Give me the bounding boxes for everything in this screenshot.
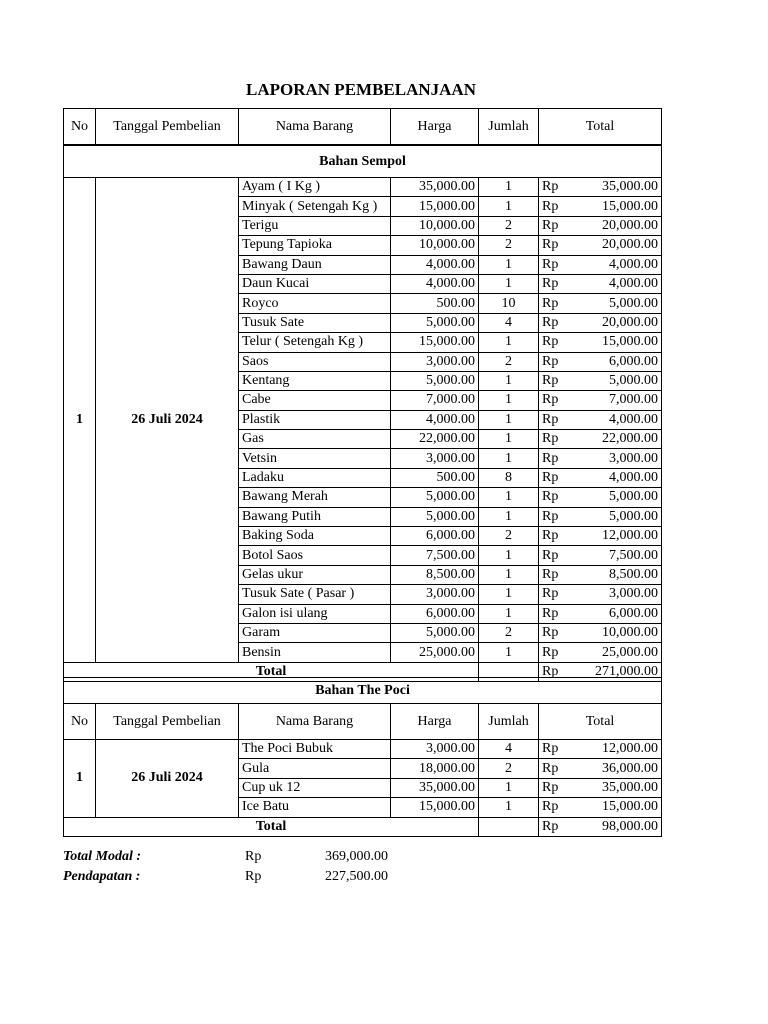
item-name: Cup uk 12 (239, 778, 391, 797)
item-currency: Rp (539, 527, 579, 546)
item-qty: 1 (479, 333, 539, 352)
item-currency: Rp (539, 604, 579, 623)
item-name: Bensin (239, 643, 391, 662)
item-currency: Rp (539, 430, 579, 449)
row-no: 1 (64, 740, 96, 818)
item-total: 4,000.00 (579, 255, 662, 274)
item-qty: 1 (479, 798, 539, 817)
item-price: 3,000.00 (391, 585, 479, 604)
item-name: Tusuk Sate ( Pasar ) (239, 585, 391, 604)
summary-currency: Rp (245, 869, 262, 884)
item-price: 10,000.00 (391, 216, 479, 235)
item-name: Baking Soda (239, 527, 391, 546)
item-currency: Rp (539, 778, 579, 797)
header-date: Tanggal Pembelian (96, 109, 239, 146)
table-row (64, 178, 662, 197)
section-title-row (64, 678, 662, 704)
total-currency: Rp (539, 817, 579, 836)
total-value: 271,000.00 (579, 662, 662, 681)
item-name: Tusuk Sate (239, 313, 391, 332)
item-name: Ayam ( I Kg ) (239, 178, 391, 197)
item-qty: 4 (479, 740, 539, 759)
item-qty: 10 (479, 294, 539, 313)
purchase-table-sempol (63, 108, 662, 682)
item-total: 36,000.00 (579, 759, 662, 778)
item-total: 25,000.00 (579, 643, 662, 662)
item-total: 12,000.00 (579, 740, 662, 759)
item-qty: 2 (479, 623, 539, 642)
item-price: 7,500.00 (391, 546, 479, 565)
item-name: The Poci Bubuk (239, 740, 391, 759)
item-qty: 2 (479, 216, 539, 235)
item-price: 15,000.00 (391, 798, 479, 817)
item-currency: Rp (539, 216, 579, 235)
item-total: 35,000.00 (579, 178, 662, 197)
item-price: 35,000.00 (391, 178, 479, 197)
item-currency: Rp (539, 236, 579, 255)
table-header-row (64, 704, 662, 740)
item-currency: Rp (539, 333, 579, 352)
section-title: Bahan The Poci (64, 678, 662, 704)
item-currency: Rp (539, 798, 579, 817)
item-total: 8,500.00 (579, 565, 662, 584)
summary-label: Total Modal : (63, 849, 142, 864)
item-qty: 1 (479, 197, 539, 216)
item-currency: Rp (539, 546, 579, 565)
item-total: 20,000.00 (579, 236, 662, 255)
item-price: 4,000.00 (391, 255, 479, 274)
item-currency: Rp (539, 391, 579, 410)
item-total: 22,000.00 (579, 430, 662, 449)
item-price: 500.00 (391, 294, 479, 313)
table-header-row (64, 109, 662, 146)
item-currency: Rp (539, 507, 579, 526)
item-currency: Rp (539, 410, 579, 429)
item-currency: Rp (539, 449, 579, 468)
summary-value: 369,000.00 (325, 849, 388, 864)
item-qty: 1 (479, 371, 539, 390)
header-item: Nama Barang (239, 109, 391, 146)
item-price: 5,000.00 (391, 488, 479, 507)
item-total: 7,500.00 (579, 546, 662, 565)
header-price: Harga (391, 109, 479, 146)
header-item: Nama Barang (239, 704, 391, 740)
item-price: 4,000.00 (391, 274, 479, 293)
item-currency: Rp (539, 585, 579, 604)
total-empty (479, 817, 539, 836)
summary-value: 227,500.00 (325, 869, 388, 884)
item-name: Bawang Merah (239, 488, 391, 507)
item-name: Botol Saos (239, 546, 391, 565)
item-total: 7,000.00 (579, 391, 662, 410)
table-row (64, 740, 662, 759)
item-qty: 1 (479, 585, 539, 604)
item-price: 35,000.00 (391, 778, 479, 797)
item-price: 18,000.00 (391, 759, 479, 778)
item-total: 5,000.00 (579, 488, 662, 507)
item-price: 6,000.00 (391, 604, 479, 623)
header-qty: Jumlah (479, 109, 539, 146)
item-total: 15,000.00 (579, 197, 662, 216)
item-price: 5,000.00 (391, 371, 479, 390)
item-qty: 1 (479, 488, 539, 507)
item-total: 15,000.00 (579, 798, 662, 817)
item-qty: 1 (479, 565, 539, 584)
item-currency: Rp (539, 274, 579, 293)
item-qty: 2 (479, 352, 539, 371)
item-qty: 1 (479, 643, 539, 662)
item-name: Saos (239, 352, 391, 371)
item-price: 15,000.00 (391, 333, 479, 352)
page-title: LAPORAN PEMBELANJAAN (246, 80, 476, 99)
item-name: Plastik (239, 410, 391, 429)
item-qty: 1 (479, 391, 539, 410)
item-price: 5,000.00 (391, 507, 479, 526)
item-qty: 1 (479, 410, 539, 429)
item-price: 8,500.00 (391, 565, 479, 584)
item-currency: Rp (539, 178, 579, 197)
item-currency: Rp (539, 313, 579, 332)
item-price: 25,000.00 (391, 643, 479, 662)
total-value: 98,000.00 (579, 817, 662, 836)
item-name: Daun Kucai (239, 274, 391, 293)
item-currency: Rp (539, 197, 579, 216)
header-total: Total (539, 109, 662, 146)
item-currency: Rp (539, 759, 579, 778)
item-currency: Rp (539, 468, 579, 487)
item-price: 3,000.00 (391, 740, 479, 759)
item-qty: 1 (479, 507, 539, 526)
item-price: 15,000.00 (391, 197, 479, 216)
item-qty: 1 (479, 178, 539, 197)
item-name: Kentang (239, 371, 391, 390)
section-title-row (64, 145, 662, 178)
item-total: 3,000.00 (579, 585, 662, 604)
item-qty: 2 (479, 759, 539, 778)
item-name: Bawang Putih (239, 507, 391, 526)
header-price: Harga (391, 704, 479, 740)
header-no: No (64, 109, 96, 146)
item-currency: Rp (539, 643, 579, 662)
item-qty: 1 (479, 604, 539, 623)
item-total: 20,000.00 (579, 313, 662, 332)
total-label: Total (64, 662, 479, 681)
total-row (64, 817, 662, 836)
item-total: 4,000.00 (579, 410, 662, 429)
item-currency: Rp (539, 294, 579, 313)
item-name: Ice Batu (239, 798, 391, 817)
item-currency: Rp (539, 623, 579, 642)
item-total: 20,000.00 (579, 216, 662, 235)
summary-label: Pendapatan : (63, 869, 141, 884)
item-qty: 1 (479, 778, 539, 797)
item-total: 3,000.00 (579, 449, 662, 468)
total-label: Total (64, 817, 479, 836)
item-name: Gas (239, 430, 391, 449)
item-name: Gula (239, 759, 391, 778)
item-price: 4,000.00 (391, 410, 479, 429)
section-title: Bahan Sempol (64, 145, 662, 178)
item-total: 15,000.00 (579, 333, 662, 352)
row-no: 1 (64, 178, 96, 663)
item-total: 6,000.00 (579, 352, 662, 371)
item-currency: Rp (539, 255, 579, 274)
item-qty: 1 (479, 430, 539, 449)
item-price: 6,000.00 (391, 527, 479, 546)
item-total: 4,000.00 (579, 468, 662, 487)
item-price: 5,000.00 (391, 623, 479, 642)
item-total: 5,000.00 (579, 371, 662, 390)
item-price: 10,000.00 (391, 236, 479, 255)
item-price: 5,000.00 (391, 313, 479, 332)
item-name: Royco (239, 294, 391, 313)
item-name: Tepung Tapioka (239, 236, 391, 255)
item-currency: Rp (539, 371, 579, 390)
item-total: 5,000.00 (579, 294, 662, 313)
item-name: Terigu (239, 216, 391, 235)
summary-currency: Rp (245, 849, 262, 864)
item-qty: 1 (479, 274, 539, 293)
item-price: 3,000.00 (391, 352, 479, 371)
item-name: Ladaku (239, 468, 391, 487)
item-name: Gelas ukur (239, 565, 391, 584)
item-price: 22,000.00 (391, 430, 479, 449)
item-qty: 1 (479, 255, 539, 274)
item-qty: 2 (479, 527, 539, 546)
item-qty: 1 (479, 546, 539, 565)
item-total: 10,000.00 (579, 623, 662, 642)
item-name: Telur ( Setengah Kg ) (239, 333, 391, 352)
total-currency: Rp (539, 662, 579, 681)
item-name: Galon isi ulang (239, 604, 391, 623)
item-price: 500.00 (391, 468, 479, 487)
header-date: Tanggal Pembelian (96, 704, 239, 740)
item-total: 5,000.00 (579, 507, 662, 526)
item-total: 6,000.00 (579, 604, 662, 623)
item-total: 12,000.00 (579, 527, 662, 546)
row-date: 26 Juli 2024 (96, 740, 239, 818)
item-name: Bawang Daun (239, 255, 391, 274)
item-qty: 4 (479, 313, 539, 332)
item-name: Cabe (239, 391, 391, 410)
item-price: 3,000.00 (391, 449, 479, 468)
item-price: 7,000.00 (391, 391, 479, 410)
purchase-table-poci (63, 677, 662, 837)
item-qty: 1 (479, 449, 539, 468)
item-name: Garam (239, 623, 391, 642)
item-currency: Rp (539, 488, 579, 507)
item-total: 4,000.00 (579, 274, 662, 293)
item-qty: 8 (479, 468, 539, 487)
row-date: 26 Juli 2024 (96, 178, 239, 663)
item-name: Vetsin (239, 449, 391, 468)
item-currency: Rp (539, 352, 579, 371)
item-name: Minyak ( Setengah Kg ) (239, 197, 391, 216)
item-qty: 2 (479, 236, 539, 255)
item-currency: Rp (539, 740, 579, 759)
header-no: No (64, 704, 96, 740)
header-total: Total (539, 704, 662, 740)
item-total: 35,000.00 (579, 778, 662, 797)
item-currency: Rp (539, 565, 579, 584)
header-qty: Jumlah (479, 704, 539, 740)
